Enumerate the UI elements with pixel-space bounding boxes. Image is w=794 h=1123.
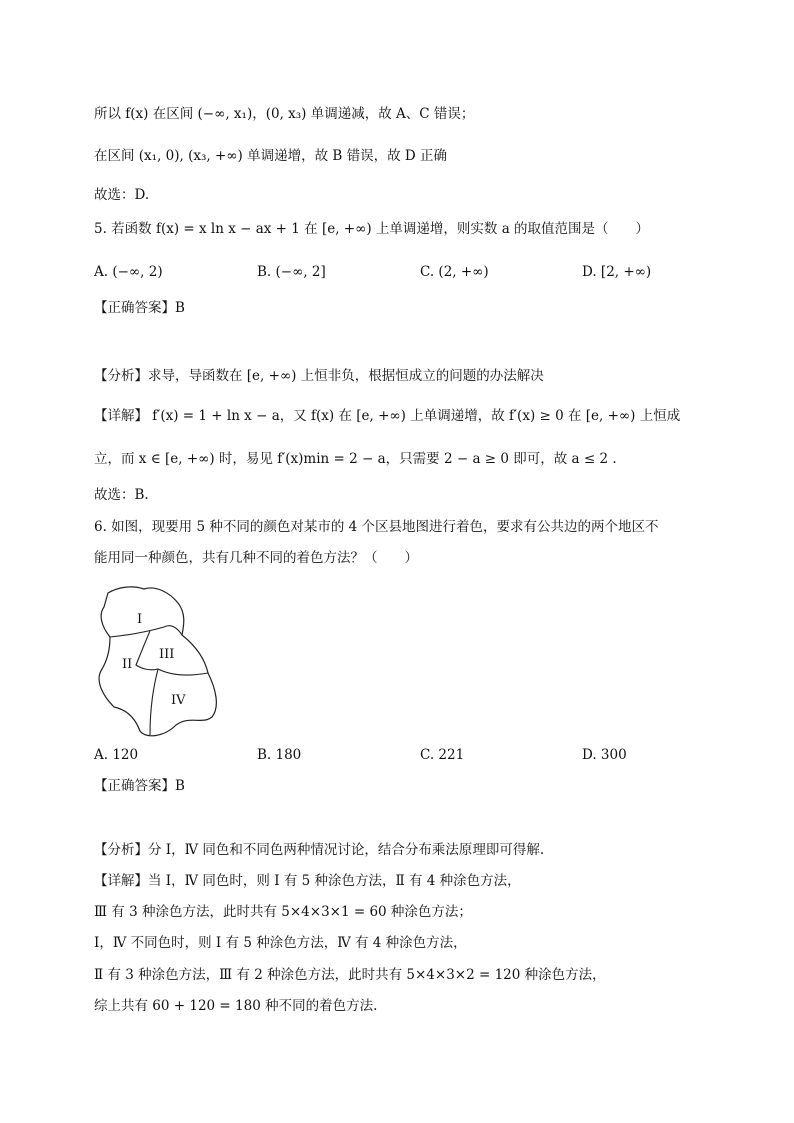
map-border-iv: [158, 669, 208, 675]
district-map-figure: [94, 585, 224, 745]
map-label-iv: IV: [171, 693, 186, 708]
map-outline: [99, 587, 216, 736]
map-border-i: [110, 626, 182, 637]
q6-detail-4: Ⅱ 有 3 种涂色方法，Ⅲ 有 2 种涂色方法，此时共有 5×4×3×2 = 120 种涂色方法，: [94, 967, 606, 983]
q6-detail-5: 综上共有 60 + 120 = 180 种不同的着色方法.: [94, 998, 378, 1014]
map-label-ii: II: [122, 657, 133, 672]
q6-option-d: D. 300: [582, 747, 627, 763]
q6-option-a: A. 120: [94, 747, 139, 763]
q5-option-b: B. (−∞, 2]: [257, 264, 326, 280]
question-5: 5. 若函数 f(x) = x ln x − ax + 1 在 [e, +∞) 上单调递增，则实数 a 的取值范围是（ ）: [94, 221, 650, 237]
q6-detail-3: Ⅰ，Ⅳ 不同色时，则 Ⅰ 有 5 种涂色方法，Ⅳ 有 4 种涂色方法，: [94, 935, 467, 951]
q5-option-d: D. [2, +∞): [582, 264, 652, 280]
map-label-iii: III: [159, 647, 175, 662]
q6-analysis: 【分析】分 Ⅰ，Ⅳ 同色和不同色两种情况讨论，结合分布乘法原理即可得解.: [94, 842, 545, 858]
q5-correct-answer: 【正确答案】B: [94, 300, 185, 316]
map-label-i: I: [137, 612, 143, 627]
q5-detail: 【详解】 f′(x) = 1 + ln x − a，又 f(x) 在 [e, +∞) 上单调递增，故 f′(x) ≥ 0 在 [e, +∞) 上恒成: [94, 408, 681, 424]
text-line: 故选：D.: [94, 187, 150, 203]
q6-detail-2: Ⅲ 有 3 种涂色方法，此时共有 5×4×3×1 = 60 种涂色方法；: [94, 904, 472, 920]
question-6-cont: 能用同一种颜色，共有几种不同的着色方法？（ ）: [94, 550, 418, 566]
q6-option-b: B. 180: [257, 747, 302, 763]
q5-choice: 故选：B.: [94, 487, 149, 503]
q6-detail-1: 【详解】当 Ⅰ，Ⅳ 同色时，则 Ⅰ 有 5 种涂色方法，Ⅱ 有 4 种涂色方法，: [94, 873, 521, 889]
text-line: 在区间 (x₁, 0), (x₃, +∞) 单调递增，故 B 错误，故 D 正确: [94, 148, 448, 164]
q5-analysis: 【分析】求导，导函数在 [e, +∞) 上恒非负，根据恒成立的问题的办法解决: [94, 368, 544, 384]
map-border-ii-iv: [150, 669, 158, 735]
q5-option-a: A. (−∞, 2): [94, 264, 163, 280]
question-6: 6. 如图，现要用 5 种不同的颜色对某市的 4 个区县地图进行着色，要求有公共边的两个地区不: [94, 519, 659, 535]
q6-option-c: C. 221: [420, 747, 465, 763]
q5-option-c: C. (2, +∞): [420, 264, 489, 280]
text-line: 所以 f(x) 在区间 (−∞, x₁)，(0, x₃) 单调递减，故 A、C 错误；: [94, 106, 475, 122]
q6-correct-answer: 【正确答案】B: [94, 778, 185, 794]
map-border-ii-iii: [136, 631, 158, 670]
q5-detail-cont: 立，而 x ∈ [e, +∞) 时，易见 f′(x)min = 2 − a，只需要 2 − a ≥ 0 即可，故 a ≤ 2 .: [94, 451, 617, 467]
